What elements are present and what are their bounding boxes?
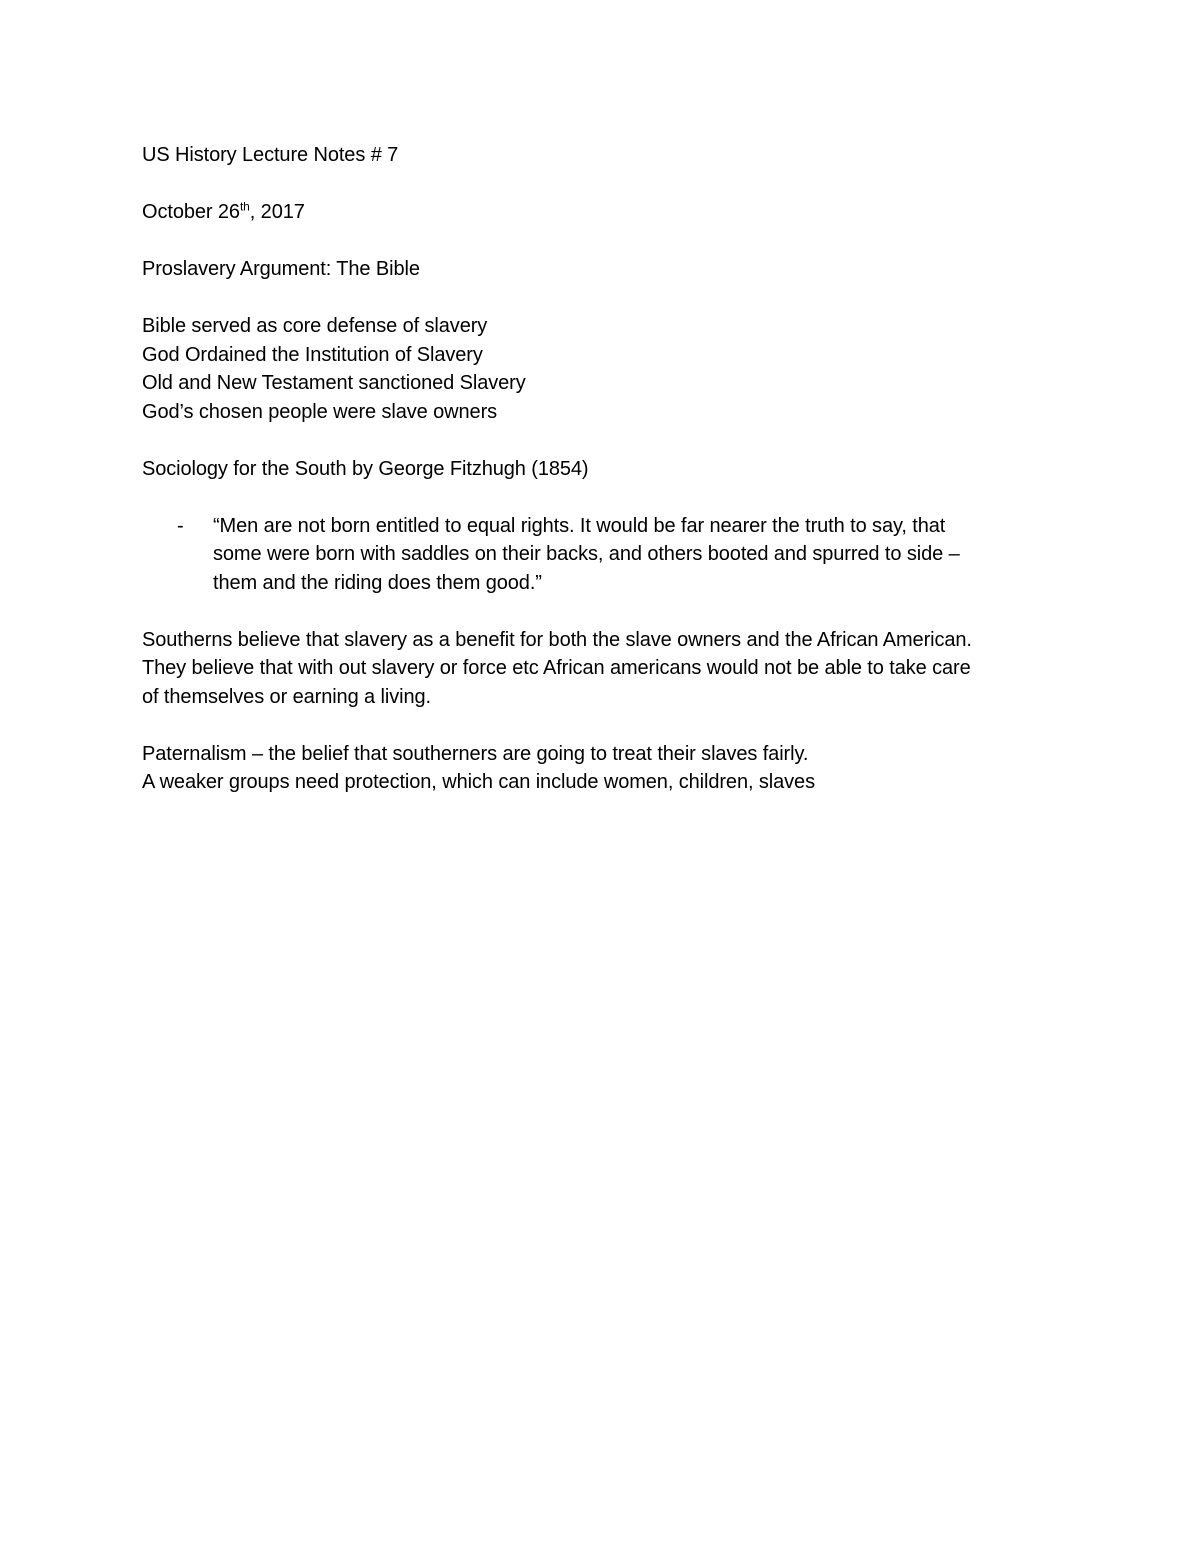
spacer xyxy=(142,227,1072,256)
date-ordinal-suffix: th xyxy=(239,199,250,214)
date-prefix: October 26 xyxy=(142,201,240,223)
southern-belief-line: They believe that with out slavery or force etc African americans would not be able to take care xyxy=(142,657,971,679)
bible-point: God’s chosen people were slave owners xyxy=(142,400,498,423)
quote-bullet xyxy=(142,512,1072,598)
quote-line: “Men are not born entitled to equal rights. It would be far nearer the truth to say, that xyxy=(213,514,946,537)
date-year: , 2017 xyxy=(249,201,305,223)
quote-line: some were born with saddles on their backs, and others booted and spurred to side – xyxy=(213,543,960,565)
document-date xyxy=(142,198,1072,227)
bible-point: Old and New Testament sanctioned Slavery xyxy=(142,372,526,394)
spacer xyxy=(142,426,1072,455)
spacer xyxy=(142,483,1072,512)
quote-line: them and the riding does them good.” xyxy=(213,571,542,594)
source-heading: Sociology for the South by George Fitzhugh (1854) xyxy=(142,457,589,480)
document-body xyxy=(142,141,1072,797)
spacer xyxy=(142,711,1072,740)
southern-belief-line: of themselves or earning a living. xyxy=(142,685,431,708)
spacer xyxy=(142,170,1072,199)
paternalism-line: A weaker groups need protection, which can include women, children, slaves xyxy=(142,771,815,793)
spacer xyxy=(142,284,1072,313)
bible-point: God Ordained the Institution of Slavery xyxy=(142,343,483,366)
section-heading: Proslavery Argument: The Bible xyxy=(142,258,420,280)
bible-point: Bible served as core defense of slavery xyxy=(142,315,488,337)
bullet-dash: - xyxy=(177,514,184,537)
paternalism-line: Paternalism – the belief that southerners are going to treat their slaves fairly. xyxy=(142,742,809,765)
southern-belief-line: Southerns believe that slavery as a benefit for both the slave owners and the African American. xyxy=(142,628,972,651)
spacer xyxy=(142,597,1072,626)
document-title: US History Lecture Notes # 7 xyxy=(142,144,399,166)
